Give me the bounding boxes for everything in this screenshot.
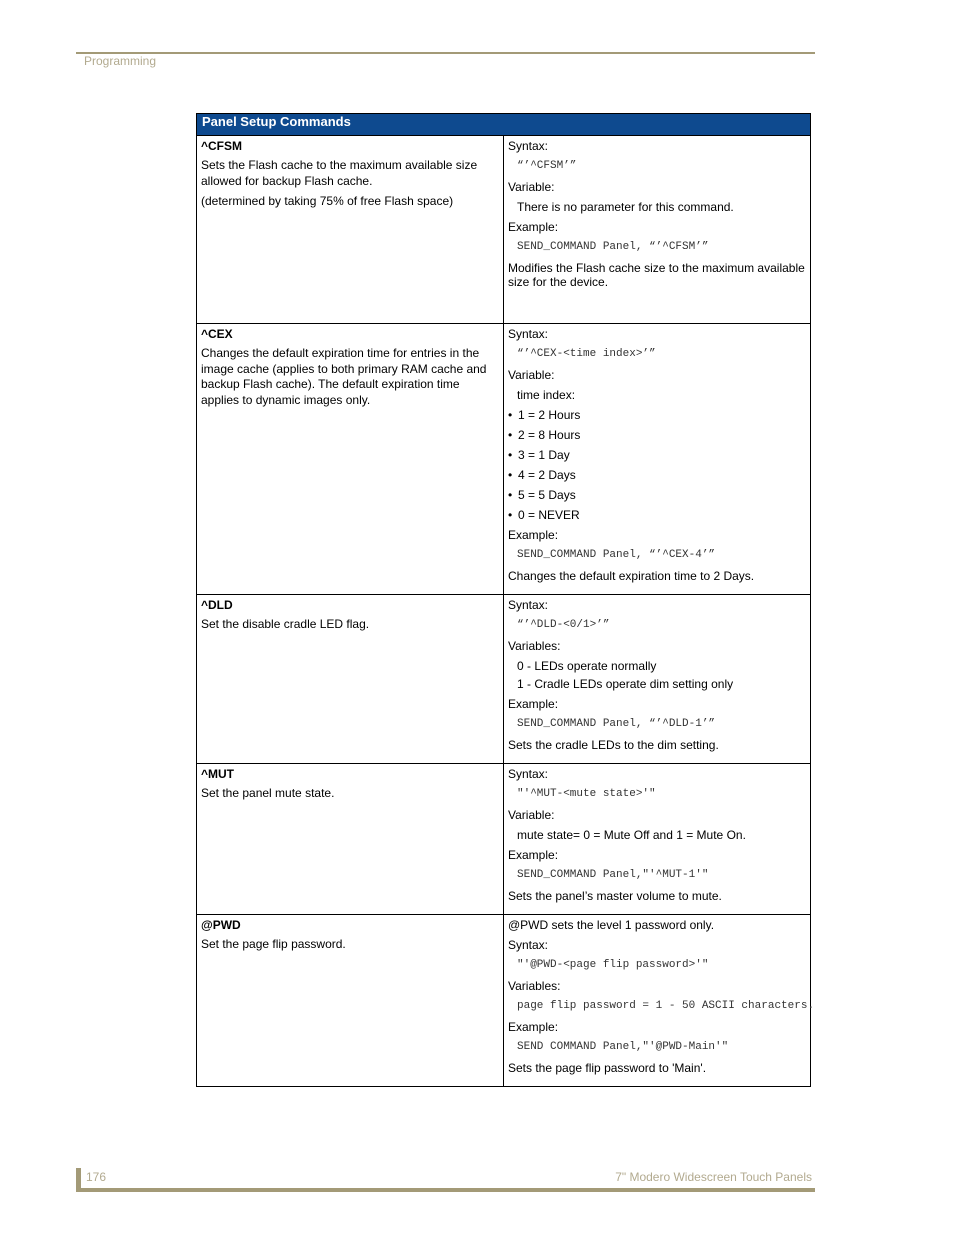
example-code: SEND_COMMAND Panel, “’^CFSM’” xyxy=(517,241,709,253)
table-title: Panel Setup Commands xyxy=(197,114,811,136)
section-title: Programming xyxy=(84,54,157,68)
command-description: Sets the Flash cache to the maximum available size allowed for backup Flash cache. xyxy=(201,158,478,188)
intro-text: @PWD sets the level 1 password only. xyxy=(508,918,715,932)
variable-label: Variables: xyxy=(508,979,561,993)
syntax-label: Syntax: xyxy=(508,598,549,612)
result-text: Modifies the Flash cache size to the maximum available size for the device. xyxy=(508,261,805,289)
table-row xyxy=(197,136,811,324)
command-description: Changes the default expiration time for entries in the image cache (applies to both primary RAM cache and backup Flash cache). The default expiration time applies to dynamic images only. xyxy=(201,346,487,407)
example-label: Example: xyxy=(508,1020,559,1034)
command-cell xyxy=(197,915,504,1087)
command-description: Set the page flip password. xyxy=(201,937,346,951)
syntax-label: Syntax: xyxy=(508,767,549,781)
command-name: ^CEX xyxy=(201,327,233,341)
bullet-icon: • xyxy=(508,468,513,482)
list-item: • 0 = NEVER xyxy=(508,508,580,522)
command-description: Set the disable cradle LED flag. xyxy=(201,617,370,631)
example-code: SEND_COMMAND Panel, “’^DLD-1’” xyxy=(517,718,716,730)
syntax-label: Syntax: xyxy=(508,139,549,153)
command-cell xyxy=(197,324,504,595)
command-name: @PWD xyxy=(201,918,241,932)
example-label: Example: xyxy=(508,528,559,542)
example-code: SEND_COMMAND Panel, “’^CEX-4’” xyxy=(517,549,716,561)
syntax-code: “’^DLD-<0/1>’” xyxy=(517,619,610,631)
result-text: Changes the default expiration time to 2 Days. xyxy=(508,569,755,583)
header-rule xyxy=(76,52,815,54)
variable-label: Variable: xyxy=(508,808,555,822)
bullet-icon: • xyxy=(508,428,513,442)
bullet-icon: • xyxy=(508,408,513,422)
list-item: • 4 = 2 Days xyxy=(508,468,576,482)
command-description: Set the panel mute state. xyxy=(201,786,335,800)
example-code: SEND_COMMAND Panel,"'^MUT-1'" xyxy=(517,869,709,881)
footer-rule xyxy=(76,1188,815,1192)
variable-label: Variable: xyxy=(508,368,555,382)
command-description-note: (determined by taking 75% of free Flash space) xyxy=(201,194,454,209)
details-cell xyxy=(504,764,811,915)
syntax-label: Syntax: xyxy=(508,327,549,341)
page-number: 176 xyxy=(86,1170,107,1184)
variable-text: time index: xyxy=(517,388,576,402)
example-label: Example: xyxy=(508,848,559,862)
example-label: Example: xyxy=(508,220,559,234)
syntax-code: "'^MUT-<mute state>'" xyxy=(517,788,656,800)
list-item: • 5 = 5 Days xyxy=(508,488,576,502)
list-item: • 3 = 1 Day xyxy=(508,448,570,462)
syntax-code: “’^CEX-<time index>’” xyxy=(517,348,656,360)
command-name: ^DLD xyxy=(201,598,233,612)
variable-text: 1 - Cradle LEDs operate dim setting only xyxy=(517,677,734,691)
table-header-row xyxy=(197,114,811,136)
table-row xyxy=(197,764,811,915)
details-cell xyxy=(504,595,811,764)
variable-label: Variable: xyxy=(508,180,555,194)
table-row xyxy=(197,324,811,595)
bullet-icon: • xyxy=(508,508,513,522)
command-cell xyxy=(197,595,504,764)
table-row xyxy=(197,915,811,1087)
syntax-code: "'@PWD-<page flip password>'" xyxy=(517,959,709,971)
table-row xyxy=(197,595,811,764)
document-title: 7" Modero Widescreen Touch Panels xyxy=(615,1170,812,1184)
list-item: • 1 = 2 Hours xyxy=(508,408,581,422)
command-cell xyxy=(197,136,504,324)
syntax-label: Syntax: xyxy=(508,938,549,952)
syntax-code: “’^CFSM’” xyxy=(517,160,577,172)
command-name: ^MUT xyxy=(201,767,234,781)
command-cell xyxy=(197,764,504,915)
variable-text: 0 - LEDs operate normally xyxy=(517,659,657,673)
variable-text: mute state= 0 = Mute Off and 1 = Mute On. xyxy=(517,828,746,842)
result-text: Sets the cradle LEDs to the dim setting. xyxy=(508,738,719,752)
variable-code: page flip password = 1 - 50 ASCII characters. xyxy=(517,1000,815,1012)
bullet-icon: • xyxy=(508,488,513,502)
result-text: Sets the page flip password to 'Main'. xyxy=(508,1061,707,1075)
details-cell xyxy=(504,324,811,595)
list-item: • 2 = 8 Hours xyxy=(508,428,581,442)
details-cell xyxy=(504,136,811,324)
example-label: Example: xyxy=(508,697,559,711)
details-cell xyxy=(504,915,815,1087)
variable-text: There is no parameter for this command. xyxy=(517,200,734,214)
example-code: SEND COMMAND Panel,"'@PWD-Main'" xyxy=(517,1041,729,1053)
panel-setup-commands-table xyxy=(196,113,815,1087)
command-name: ^CFSM xyxy=(201,139,243,153)
variable-label: Variables: xyxy=(508,639,561,653)
bullet-icon: • xyxy=(508,448,513,462)
result-text: Sets the panel’s master volume to mute. xyxy=(508,889,722,903)
